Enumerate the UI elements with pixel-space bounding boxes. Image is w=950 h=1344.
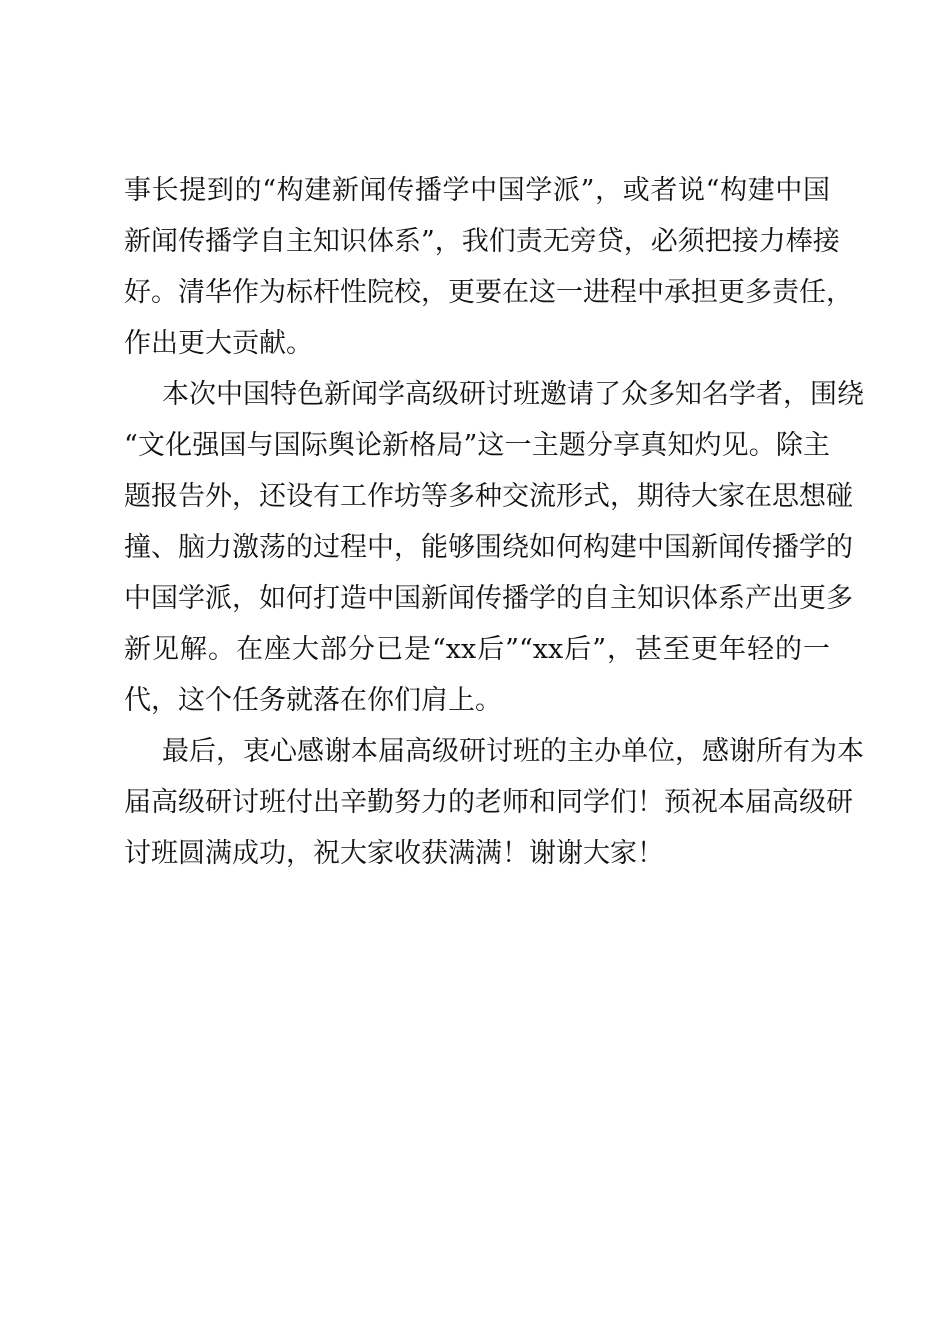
paragraph-2-line-3: 题报告外，还设有工作坊等多种交流形式，期待大家在思想碰 [124,481,853,512]
paragraph-2-line-6: 新见解。在座大部分已是“xx后”“xx后”，甚至更年轻的一 [124,634,830,665]
paragraph-2-line-1: 本次中国特色新闻学高级研讨班邀请了众多知名学者，围绕 [162,379,864,410]
paragraph-1-line-2: 新闻传播学自主知识体系”，我们责无旁贷，必须把接力棒接 [124,226,840,257]
paragraph-2-line-5: 中国学派，如何打造中国新闻传播学的自主知识体系产出更多 [124,583,853,614]
paragraph-2-line-4: 撞、脑力激荡的过程中，能够围绕如何构建中国新闻传播学的 [124,532,853,563]
paragraph-3-line-1: 最后，衷心感谢本届高级研讨班的主办单位，感谢所有为本 [162,736,864,767]
paragraph-3-line-2: 届高级研讨班付出辛勤努力的老师和同学们！预祝本届高级研 [124,787,853,818]
paragraph-1-line-3: 好。清华作为标杆性院校，更要在这一进程中承担更多责任， [124,277,853,308]
paragraph-3-line-3: 讨班圆满成功，祝大家收获满满！谢谢大家！ [124,838,664,869]
paragraph-2-line-2: “文化强国与国际舆论新格局”这一主题分享真知灼见。除主 [124,430,830,461]
paragraph-1-line-4: 作出更大贡献。 [124,328,313,359]
paragraph-1-line-1: 事长提到的“构建新闻传播学中国学派”，或者说“构建中国 [124,175,830,206]
paragraph-2-line-7: 代，这个任务就落在你们肩上。 [124,685,502,716]
